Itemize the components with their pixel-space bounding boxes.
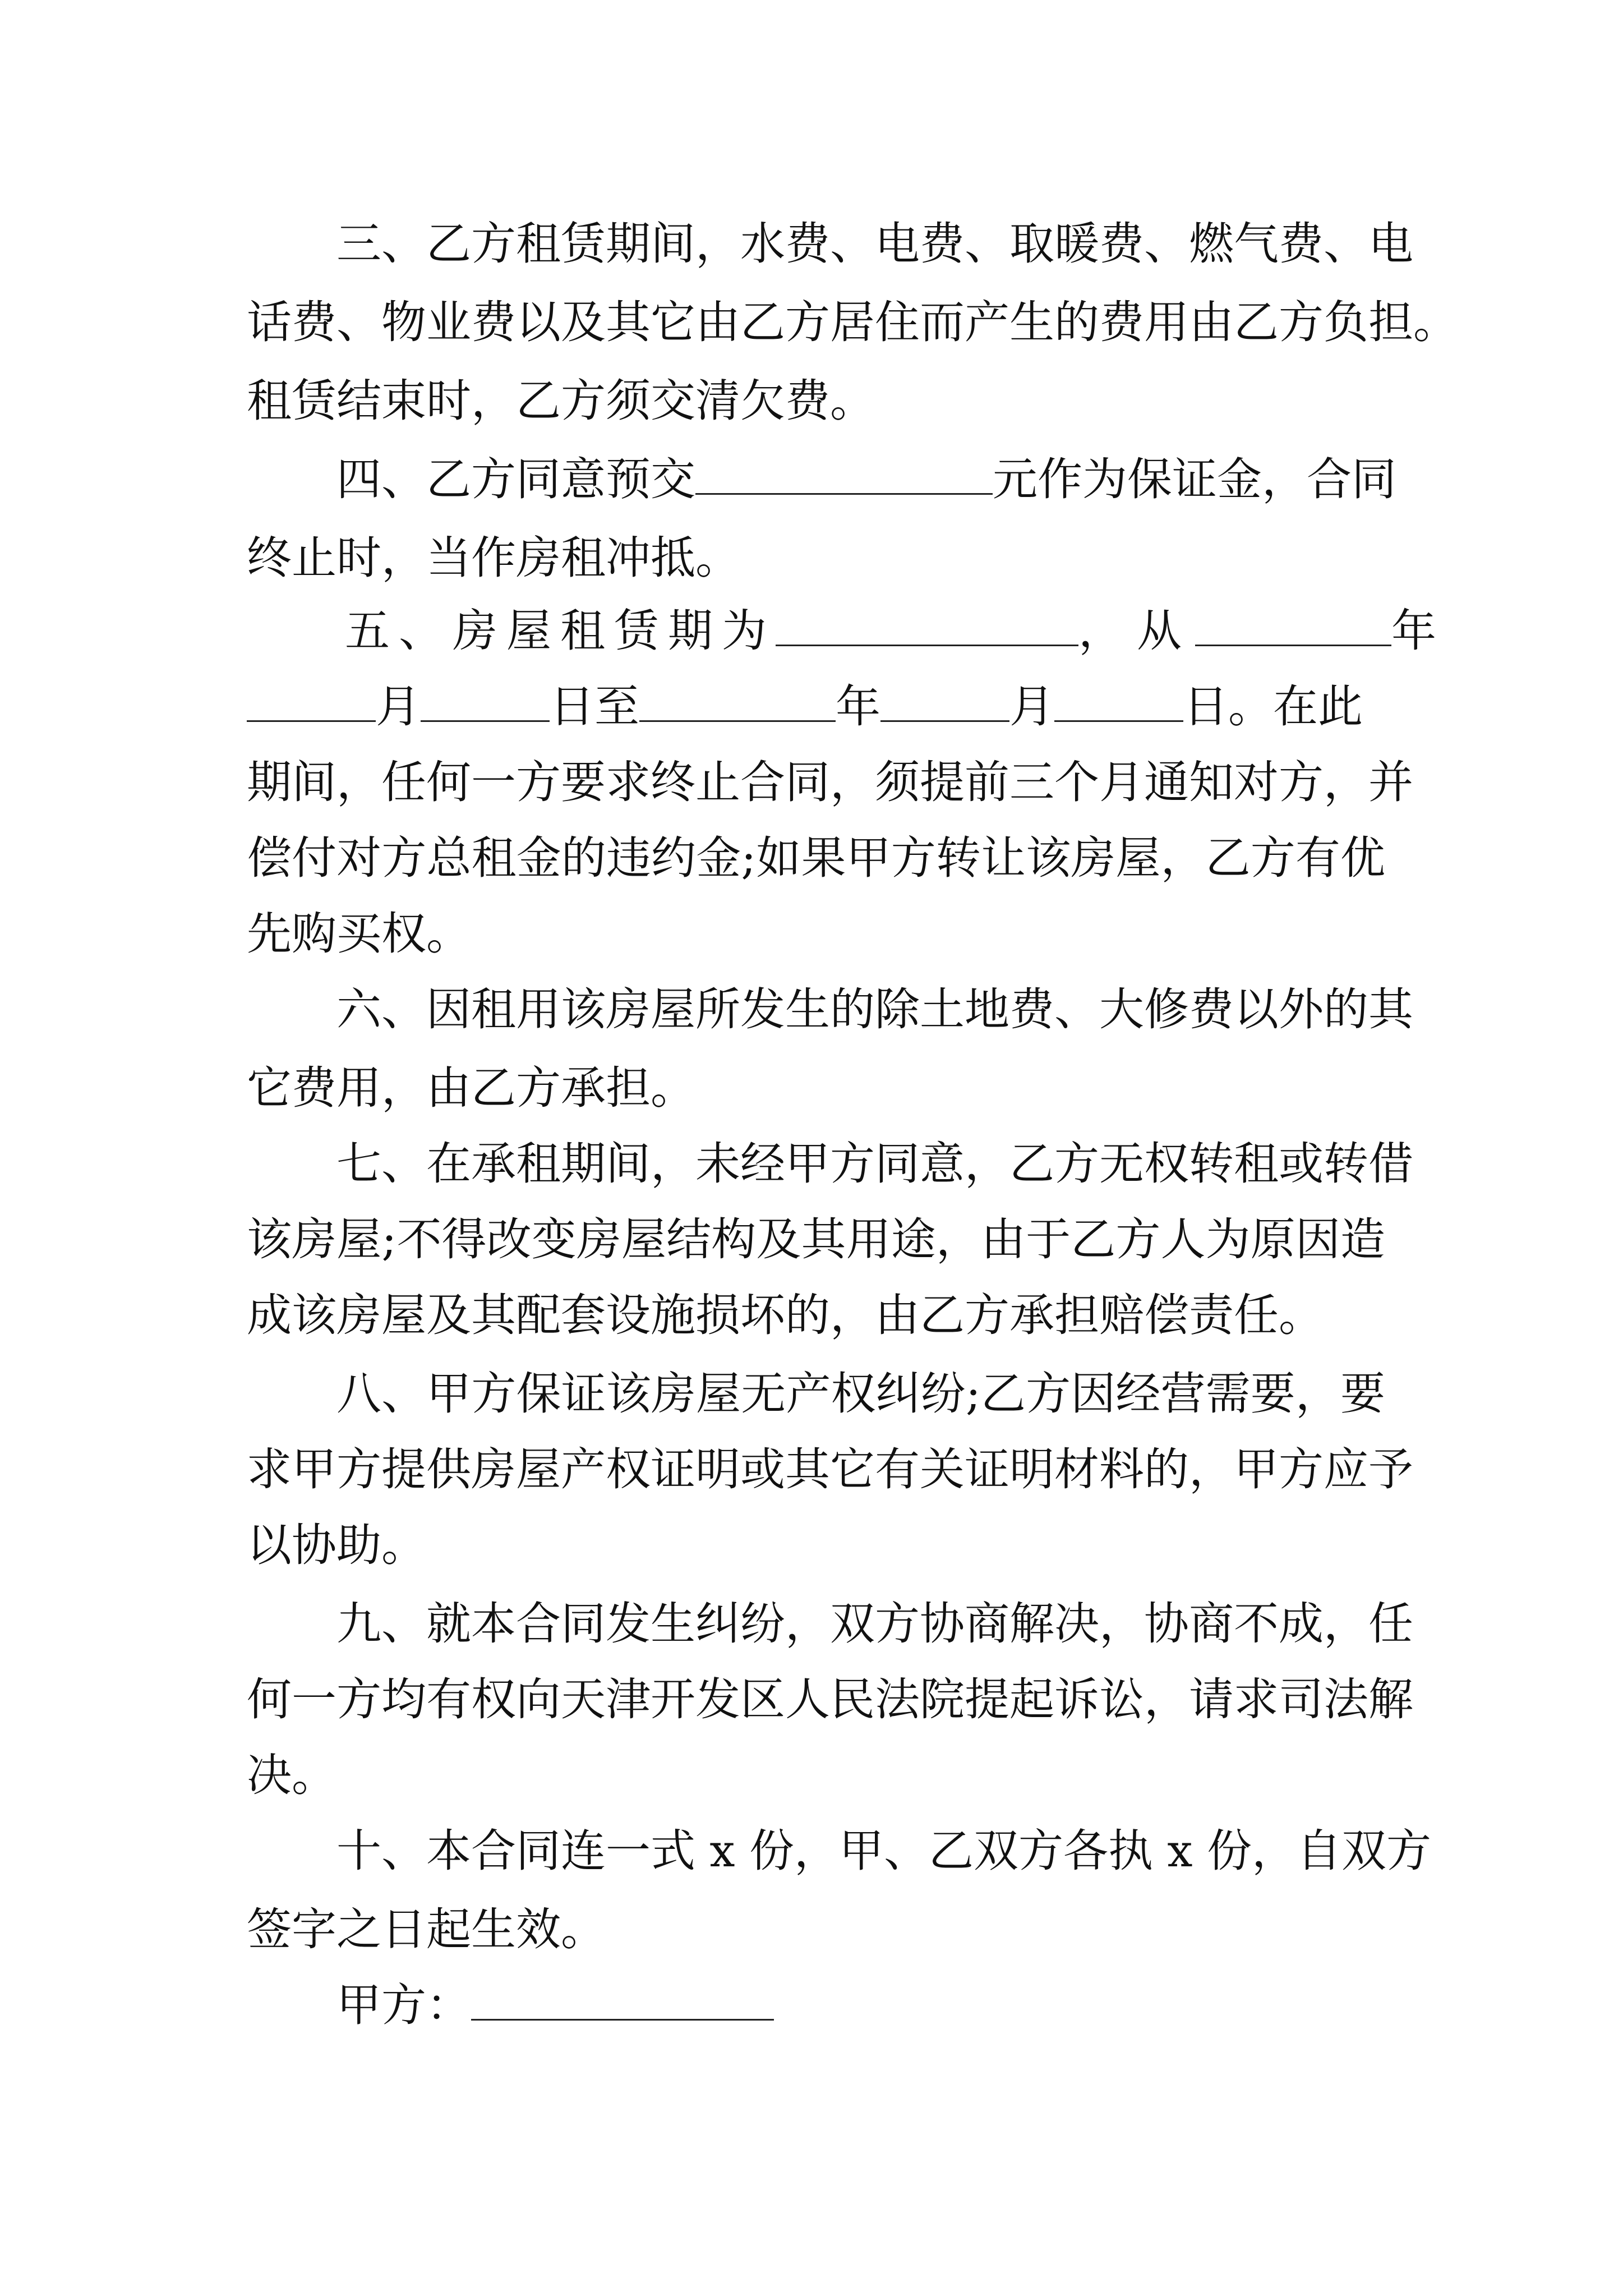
clause-3-line-2: 话费、物业费以及其它由乙方居住而产生的费用由乙方负担。: [247, 296, 1458, 348]
clause-7-line-2: 该房屋;不得改变房屋结构及其用途，由于乙方人为原因造: [247, 1213, 1385, 1266]
clause-5-line-2: [247, 679, 1385, 735]
clause-9-line-1: 九、就本合同发生纠纷，双方协商解决，协商不成，任: [336, 1598, 1413, 1650]
clause-3-line-3: 租赁结束时，乙方须交清欠费。: [247, 375, 875, 427]
clause-6-line-2: 它费用，由乙方承担。: [247, 1062, 695, 1114]
clause-3-line-1: 三、乙方租赁期间，水费、电费、取暖费、燃气费、电: [336, 218, 1413, 270]
clause-10-line-1: 十、本合同连一式 x 份，甲、乙双方各执 x 份，自双方: [336, 1825, 1431, 1877]
deposit-amount-blank: [695, 454, 993, 495]
party-a-signature-line: [336, 1977, 1385, 2033]
end-month-blank: [880, 681, 1009, 722]
clause-5-line-3: 期间，任何一方要求终止合同，须提前三个月通知对方，并: [247, 756, 1413, 808]
clause-5-line-5: 先购买权。: [247, 908, 471, 960]
clause-4-line-1: [336, 452, 1396, 508]
party-a-signature-blank: [471, 1980, 774, 2021]
clause-5-day-to: 日至: [550, 680, 639, 733]
clause-5-line-4: 偿付对方总租金的违约金;如果甲方转让该房屋，乙方有优: [247, 832, 1385, 884]
clause-8-line-2: 求甲方提供房屋产权证明或其它有关证明材料的，甲方应予: [247, 1443, 1413, 1496]
clause-10-line-2: 签字之日起生效。: [247, 1903, 606, 1955]
start-month-blank: [247, 681, 376, 722]
clause-5-text-a: 五、房屋租赁期为: [345, 605, 776, 657]
party-a-label: 甲方：: [336, 1979, 471, 2031]
clause-5-month-1: 月: [376, 680, 421, 733]
clause-7-line-3: 成该房屋及其配套设施损坏的，由乙方承担赔偿责任。: [247, 1289, 1324, 1341]
end-day-blank: [1054, 681, 1183, 722]
clause-4-line-2: 终止时，当作房租冲抵。: [247, 532, 740, 584]
lease-period-blank: [776, 605, 1078, 646]
end-year-blank: [639, 681, 836, 722]
clause-5-year: 年: [836, 680, 880, 733]
clause-5-text-b: ，从: [1078, 605, 1195, 657]
clause-4-text-before: 四、乙方同意预交: [336, 453, 695, 505]
clause-9-line-3: 决。: [247, 1749, 336, 1801]
start-day-blank: [421, 681, 550, 722]
clause-7-line-1: 七、在承租期间，未经甲方同意，乙方无权转租或转借: [336, 1138, 1413, 1190]
clause-5-text-c: 年: [1391, 605, 1436, 657]
start-year-blank: [1195, 605, 1391, 646]
clause-8-line-1: 八、甲方保证该房屋无产权纠纷;乙方因经营需要，要: [336, 1368, 1385, 1420]
clause-8-line-3: 以协助。: [247, 1519, 426, 1571]
clause-5-end: 日。在此: [1183, 680, 1363, 733]
clause-5-month-2: 月: [1009, 680, 1054, 733]
clause-6-line-1: 六、因租用该房屋所发生的除土地费、大修费以外的其: [336, 983, 1413, 1036]
clause-4-text-after: 元作为保证金，合同: [993, 453, 1396, 505]
clause-5-line-1: [345, 603, 1436, 659]
clause-9-line-2: 何一方均有权向天津开发区人民法院提起诉讼，请求司法解: [247, 1673, 1413, 1726]
